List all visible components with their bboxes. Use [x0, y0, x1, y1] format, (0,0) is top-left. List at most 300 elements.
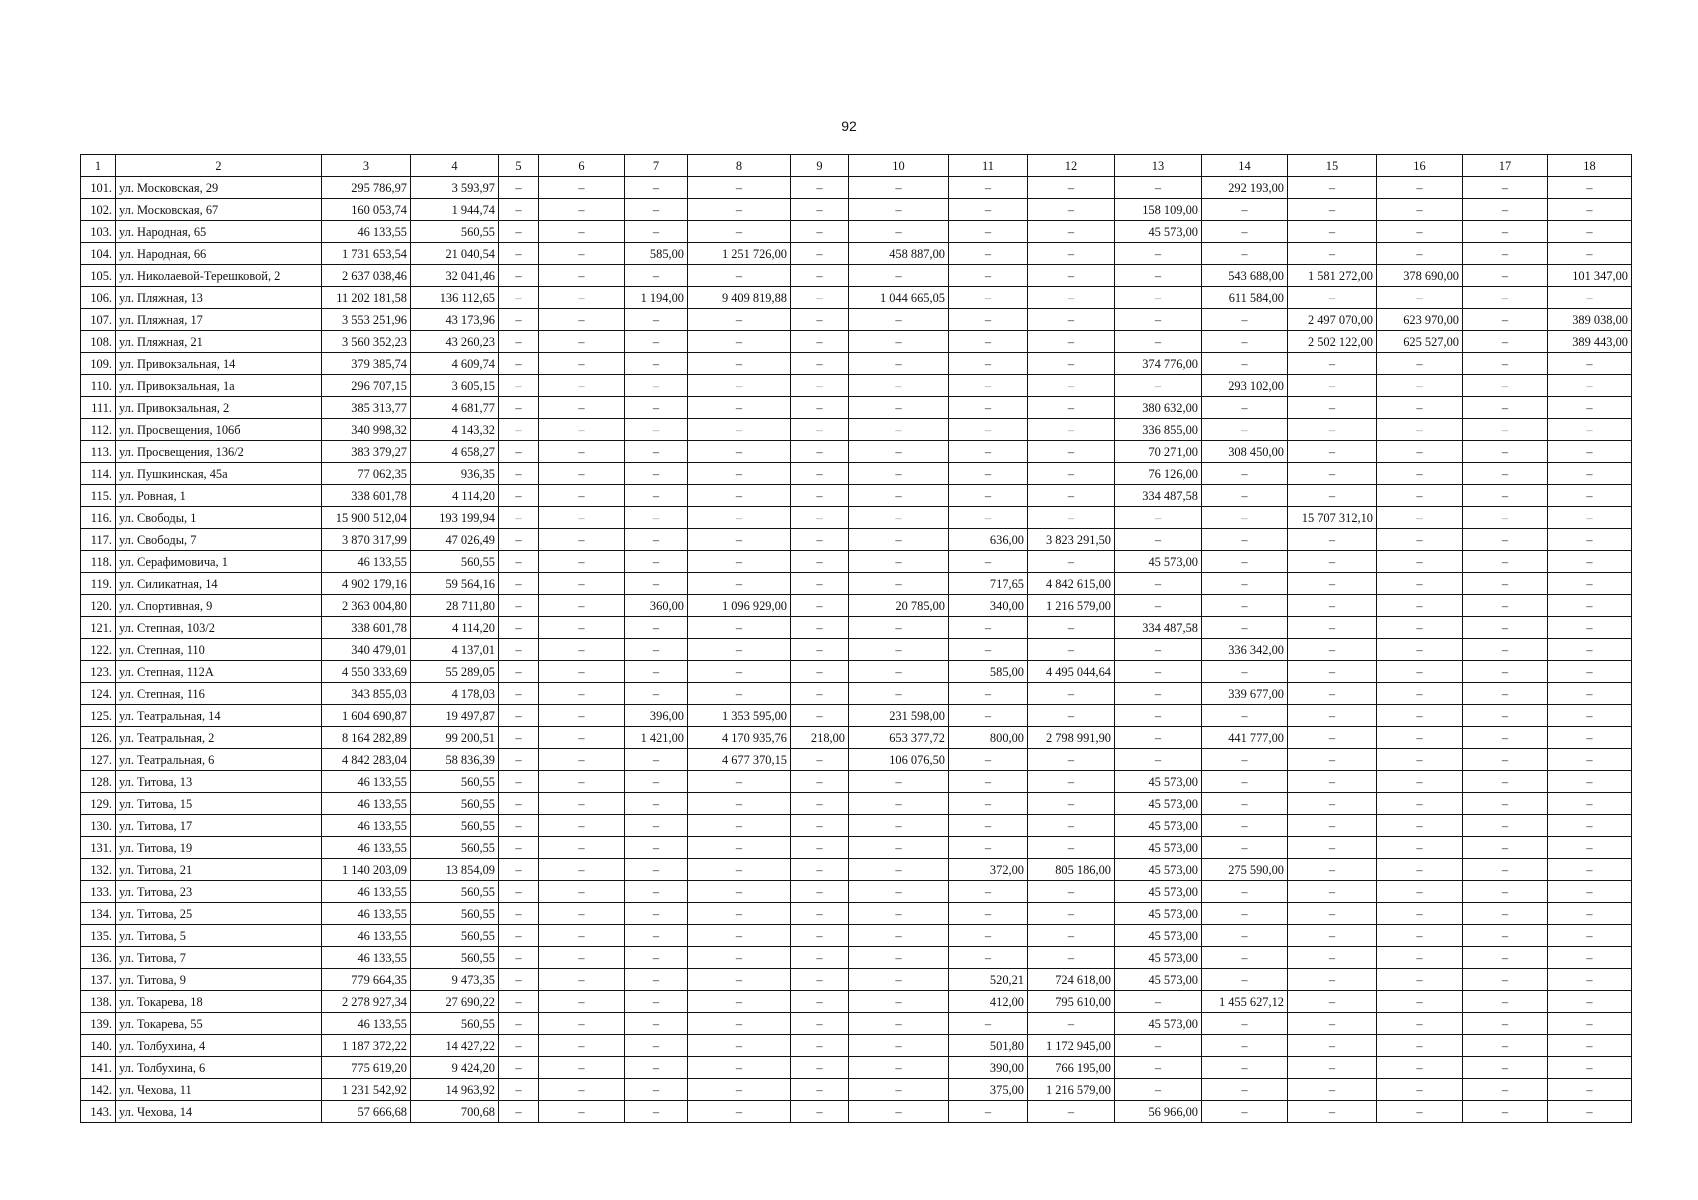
value-cell: –: [539, 573, 625, 595]
value-cell: –: [1377, 243, 1463, 265]
value-cell: 45 573,00: [1115, 793, 1202, 815]
value-cell: –: [1377, 617, 1463, 639]
value-cell: –: [791, 1079, 849, 1101]
value-cell: 340 479,01: [322, 639, 411, 661]
address-cell: ул. Титова, 17: [116, 815, 322, 837]
value-cell: –: [1202, 551, 1288, 573]
value-cell: –: [1548, 661, 1632, 683]
value-cell: 766 195,00: [1028, 1057, 1115, 1079]
address-cell: ул. Титова, 19: [116, 837, 322, 859]
value-cell: –: [625, 683, 688, 705]
value-cell: –: [1288, 859, 1377, 881]
value-cell: –: [1202, 1057, 1288, 1079]
value-cell: 9 409 819,88: [688, 287, 791, 309]
value-cell: –: [849, 199, 949, 221]
value-cell: 396,00: [625, 705, 688, 727]
value-cell: 15 900 512,04: [322, 507, 411, 529]
value-cell: 795 610,00: [1028, 991, 1115, 1013]
row-number: 108.: [81, 331, 116, 353]
value-cell: –: [499, 419, 539, 441]
table-row: [81, 551, 1632, 573]
value-cell: –: [791, 903, 849, 925]
value-cell: –: [539, 529, 625, 551]
value-cell: –: [1028, 881, 1115, 903]
value-cell: –: [688, 441, 791, 463]
value-cell: –: [539, 617, 625, 639]
value-cell: –: [849, 221, 949, 243]
value-cell: –: [1463, 683, 1548, 705]
row-number: 116.: [81, 507, 116, 529]
value-cell: 560,55: [411, 837, 499, 859]
row-number: 135.: [81, 925, 116, 947]
value-cell: –: [1115, 243, 1202, 265]
value-cell: –: [625, 1057, 688, 1079]
value-cell: 389 443,00: [1548, 331, 1632, 353]
value-cell: –: [1288, 441, 1377, 463]
value-cell: 8 164 282,89: [322, 727, 411, 749]
value-cell: 374 776,00: [1115, 353, 1202, 375]
value-cell: –: [849, 463, 949, 485]
value-cell: –: [1115, 265, 1202, 287]
table-row: [81, 1035, 1632, 1057]
value-cell: –: [791, 947, 849, 969]
value-cell: –: [1463, 1057, 1548, 1079]
value-cell: 56 966,00: [1115, 1101, 1202, 1123]
value-cell: –: [1288, 683, 1377, 705]
row-number: 109.: [81, 353, 116, 375]
value-cell: –: [1377, 793, 1463, 815]
value-cell: –: [849, 353, 949, 375]
value-cell: –: [1028, 441, 1115, 463]
value-cell: –: [1202, 419, 1288, 441]
value-cell: 218,00: [791, 727, 849, 749]
address-cell: ул. Пляжная, 13: [116, 287, 322, 309]
value-cell: –: [791, 529, 849, 551]
value-cell: –: [849, 1101, 949, 1123]
value-cell: –: [625, 1013, 688, 1035]
column-header: 13: [1115, 155, 1202, 177]
value-cell: –: [1463, 1035, 1548, 1057]
value-cell: –: [1028, 705, 1115, 727]
value-cell: –: [1548, 1079, 1632, 1101]
column-header: 2: [116, 155, 322, 177]
value-cell: –: [1377, 485, 1463, 507]
value-cell: –: [1548, 221, 1632, 243]
value-cell: –: [1288, 595, 1377, 617]
table-row: [81, 199, 1632, 221]
value-cell: 441 777,00: [1202, 727, 1288, 749]
table-row: [81, 881, 1632, 903]
value-cell: –: [499, 309, 539, 331]
address-cell: ул. Титова, 7: [116, 947, 322, 969]
value-cell: –: [1377, 749, 1463, 771]
value-cell: –: [1548, 375, 1632, 397]
value-cell: –: [1377, 573, 1463, 595]
address-cell: ул. Титова, 9: [116, 969, 322, 991]
value-cell: 4 143,32: [411, 419, 499, 441]
address-cell: ул. Привокзальная, 14: [116, 353, 322, 375]
value-cell: –: [949, 309, 1028, 331]
value-cell: –: [1115, 1035, 1202, 1057]
value-cell: –: [1115, 177, 1202, 199]
value-cell: –: [539, 947, 625, 969]
row-number: 140.: [81, 1035, 116, 1057]
row-number: 137.: [81, 969, 116, 991]
value-cell: –: [499, 485, 539, 507]
value-cell: –: [539, 1035, 625, 1057]
value-cell: –: [539, 881, 625, 903]
value-cell: –: [499, 1013, 539, 1035]
value-cell: 375,00: [949, 1079, 1028, 1101]
value-cell: –: [791, 793, 849, 815]
value-cell: –: [625, 793, 688, 815]
value-cell: –: [688, 353, 791, 375]
value-cell: 295 786,97: [322, 177, 411, 199]
value-cell: –: [1202, 397, 1288, 419]
value-cell: 45 573,00: [1115, 221, 1202, 243]
value-cell: –: [1115, 507, 1202, 529]
value-cell: –: [1288, 661, 1377, 683]
table-row: [81, 419, 1632, 441]
table-row: [81, 331, 1632, 353]
value-cell: –: [1463, 1079, 1548, 1101]
row-number: 114.: [81, 463, 116, 485]
value-cell: 45 573,00: [1115, 969, 1202, 991]
value-cell: –: [625, 375, 688, 397]
value-cell: –: [949, 793, 1028, 815]
value-cell: –: [1288, 1013, 1377, 1035]
value-cell: –: [791, 837, 849, 859]
value-cell: –: [1288, 947, 1377, 969]
table-row: [81, 925, 1632, 947]
value-cell: –: [949, 353, 1028, 375]
value-cell: –: [1463, 859, 1548, 881]
value-cell: –: [1548, 199, 1632, 221]
value-cell: 334 487,58: [1115, 485, 1202, 507]
value-cell: –: [1288, 815, 1377, 837]
table-row: [81, 397, 1632, 419]
value-cell: –: [499, 727, 539, 749]
value-cell: –: [539, 683, 625, 705]
table-row: [81, 243, 1632, 265]
value-cell: 160 053,74: [322, 199, 411, 221]
value-cell: 46 133,55: [322, 771, 411, 793]
value-cell: –: [1288, 243, 1377, 265]
value-cell: –: [1548, 177, 1632, 199]
value-cell: 3 870 317,99: [322, 529, 411, 551]
row-number: 127.: [81, 749, 116, 771]
value-cell: –: [849, 991, 949, 1013]
value-cell: –: [1463, 199, 1548, 221]
value-cell: –: [1463, 441, 1548, 463]
value-cell: –: [849, 1079, 949, 1101]
row-number: 142.: [81, 1079, 116, 1101]
value-cell: –: [1202, 705, 1288, 727]
value-cell: 560,55: [411, 551, 499, 573]
value-cell: –: [1028, 177, 1115, 199]
value-cell: –: [625, 947, 688, 969]
value-cell: 275 590,00: [1202, 859, 1288, 881]
value-cell: 389 038,00: [1548, 309, 1632, 331]
value-cell: –: [625, 353, 688, 375]
value-cell: –: [1202, 815, 1288, 837]
value-cell: –: [1028, 419, 1115, 441]
value-cell: 292 193,00: [1202, 177, 1288, 199]
address-cell: ул. Свободы, 1: [116, 507, 322, 529]
value-cell: –: [1377, 1057, 1463, 1079]
value-cell: –: [791, 859, 849, 881]
value-cell: –: [688, 771, 791, 793]
row-number: 105.: [81, 265, 116, 287]
value-cell: –: [539, 859, 625, 881]
value-cell: –: [1377, 287, 1463, 309]
value-cell: –: [849, 683, 949, 705]
value-cell: –: [539, 221, 625, 243]
table-row: [81, 529, 1632, 551]
column-header: 17: [1463, 155, 1548, 177]
value-cell: 936,35: [411, 463, 499, 485]
value-cell: –: [688, 551, 791, 573]
value-cell: –: [1202, 617, 1288, 639]
value-cell: –: [1548, 815, 1632, 837]
value-cell: –: [849, 837, 949, 859]
column-header: 9: [791, 155, 849, 177]
value-cell: –: [1202, 485, 1288, 507]
value-cell: –: [1202, 925, 1288, 947]
value-cell: 4 114,20: [411, 485, 499, 507]
value-cell: 3 605,15: [411, 375, 499, 397]
value-cell: –: [1028, 947, 1115, 969]
value-cell: 2 497 070,00: [1288, 309, 1377, 331]
value-cell: –: [625, 903, 688, 925]
value-cell: 4 178,03: [411, 683, 499, 705]
value-cell: –: [625, 199, 688, 221]
address-cell: ул. Степная, 116: [116, 683, 322, 705]
value-cell: –: [625, 485, 688, 507]
address-cell: ул. Народная, 66: [116, 243, 322, 265]
value-cell: –: [791, 1101, 849, 1123]
value-cell: –: [539, 265, 625, 287]
value-cell: –: [1028, 221, 1115, 243]
address-cell: ул. Титова, 21: [116, 859, 322, 881]
value-cell: –: [1202, 529, 1288, 551]
value-cell: 334 487,58: [1115, 617, 1202, 639]
row-number: 102.: [81, 199, 116, 221]
value-cell: –: [791, 177, 849, 199]
value-cell: –: [499, 815, 539, 837]
value-cell: –: [1115, 683, 1202, 705]
value-cell: –: [499, 1057, 539, 1079]
address-cell: ул. Просвещения, 136/2: [116, 441, 322, 463]
value-cell: 45 573,00: [1115, 859, 1202, 881]
value-cell: –: [1377, 463, 1463, 485]
value-cell: 1 604 690,87: [322, 705, 411, 727]
table-row: [81, 287, 1632, 309]
value-cell: –: [1202, 837, 1288, 859]
value-cell: –: [791, 375, 849, 397]
value-cell: 46 133,55: [322, 903, 411, 925]
value-cell: 805 186,00: [1028, 859, 1115, 881]
value-cell: 700,68: [411, 1101, 499, 1123]
value-cell: –: [949, 463, 1028, 485]
value-cell: 1 172 945,00: [1028, 1035, 1115, 1057]
table-row: [81, 639, 1632, 661]
value-cell: –: [625, 1035, 688, 1057]
value-cell: 1 421,00: [625, 727, 688, 749]
value-cell: –: [1115, 1079, 1202, 1101]
value-cell: –: [688, 507, 791, 529]
value-cell: –: [1202, 1013, 1288, 1035]
value-cell: –: [688, 331, 791, 353]
table-row: [81, 815, 1632, 837]
value-cell: 4 681,77: [411, 397, 499, 419]
value-cell: –: [1463, 243, 1548, 265]
value-cell: –: [1463, 881, 1548, 903]
value-cell: –: [1288, 705, 1377, 727]
value-cell: –: [849, 639, 949, 661]
value-cell: –: [1288, 353, 1377, 375]
value-cell: 379 385,74: [322, 353, 411, 375]
value-cell: 13 854,09: [411, 859, 499, 881]
table-row: [81, 441, 1632, 463]
value-cell: 46 133,55: [322, 881, 411, 903]
value-cell: –: [1463, 815, 1548, 837]
table-row: [81, 947, 1632, 969]
row-number: 129.: [81, 793, 116, 815]
address-cell: ул. Театральная, 6: [116, 749, 322, 771]
value-cell: –: [1463, 1013, 1548, 1035]
value-cell: –: [949, 837, 1028, 859]
address-cell: ул. Театральная, 2: [116, 727, 322, 749]
value-cell: –: [1548, 617, 1632, 639]
value-cell: 623 970,00: [1377, 309, 1463, 331]
value-cell: 4 658,27: [411, 441, 499, 463]
value-cell: –: [949, 749, 1028, 771]
value-cell: 1 194,00: [625, 287, 688, 309]
row-number: 103.: [81, 221, 116, 243]
value-cell: –: [688, 463, 791, 485]
row-number: 101.: [81, 177, 116, 199]
value-cell: –: [499, 507, 539, 529]
value-cell: –: [499, 925, 539, 947]
value-cell: –: [849, 265, 949, 287]
value-cell: 106 076,50: [849, 749, 949, 771]
value-cell: –: [949, 815, 1028, 837]
value-cell: –: [791, 199, 849, 221]
value-cell: 43 173,96: [411, 309, 499, 331]
value-cell: –: [688, 265, 791, 287]
value-cell: 1 455 627,12: [1202, 991, 1288, 1013]
value-cell: –: [1377, 507, 1463, 529]
value-cell: –: [1548, 507, 1632, 529]
value-cell: 4 114,20: [411, 617, 499, 639]
value-cell: –: [1377, 551, 1463, 573]
row-number: 123.: [81, 661, 116, 683]
row-number: 132.: [81, 859, 116, 881]
table-row: [81, 265, 1632, 287]
value-cell: 560,55: [411, 1013, 499, 1035]
value-cell: 4 170 935,76: [688, 727, 791, 749]
value-cell: –: [688, 1101, 791, 1123]
value-cell: –: [539, 551, 625, 573]
table-row: [81, 573, 1632, 595]
value-cell: –: [849, 903, 949, 925]
value-cell: –: [688, 639, 791, 661]
address-cell: ул. Свободы, 7: [116, 529, 322, 551]
value-cell: 636,00: [949, 529, 1028, 551]
value-cell: 45 573,00: [1115, 1013, 1202, 1035]
value-cell: 57 666,68: [322, 1101, 411, 1123]
value-cell: –: [1377, 595, 1463, 617]
row-number: 124.: [81, 683, 116, 705]
row-number: 141.: [81, 1057, 116, 1079]
value-cell: –: [688, 991, 791, 1013]
value-cell: –: [1115, 749, 1202, 771]
value-cell: –: [1028, 309, 1115, 331]
value-cell: –: [499, 331, 539, 353]
value-cell: –: [791, 309, 849, 331]
value-cell: –: [539, 925, 625, 947]
value-cell: –: [539, 639, 625, 661]
value-cell: 99 200,51: [411, 727, 499, 749]
value-cell: 1 096 929,00: [688, 595, 791, 617]
value-cell: 1 251 726,00: [688, 243, 791, 265]
value-cell: 45 573,00: [1115, 947, 1202, 969]
address-cell: ул. Серафимовича, 1: [116, 551, 322, 573]
value-cell: 231 598,00: [849, 705, 949, 727]
value-cell: –: [1202, 309, 1288, 331]
value-cell: –: [1115, 573, 1202, 595]
value-cell: –: [1115, 529, 1202, 551]
value-cell: –: [1288, 551, 1377, 573]
value-cell: 775 619,20: [322, 1057, 411, 1079]
value-cell: –: [539, 243, 625, 265]
value-cell: –: [1377, 221, 1463, 243]
value-cell: –: [499, 1079, 539, 1101]
address-cell: ул. Пляжная, 17: [116, 309, 322, 331]
value-cell: –: [1377, 991, 1463, 1013]
value-cell: 585,00: [625, 243, 688, 265]
value-cell: –: [1288, 287, 1377, 309]
value-cell: –: [1377, 353, 1463, 375]
value-cell: –: [1463, 1101, 1548, 1123]
value-cell: –: [849, 331, 949, 353]
value-cell: 45 573,00: [1115, 925, 1202, 947]
value-cell: 1 044 665,05: [849, 287, 949, 309]
value-cell: –: [1288, 397, 1377, 419]
value-cell: –: [791, 485, 849, 507]
value-cell: 378 690,00: [1377, 265, 1463, 287]
value-cell: –: [791, 243, 849, 265]
row-number: 138.: [81, 991, 116, 1013]
value-cell: 385 313,77: [322, 397, 411, 419]
row-number: 112.: [81, 419, 116, 441]
value-cell: –: [688, 177, 791, 199]
value-cell: –: [1202, 1035, 1288, 1057]
value-cell: 412,00: [949, 991, 1028, 1013]
value-cell: 1 731 653,54: [322, 243, 411, 265]
value-cell: –: [949, 903, 1028, 925]
value-cell: 14 427,22: [411, 1035, 499, 1057]
value-cell: –: [499, 947, 539, 969]
value-cell: –: [1028, 771, 1115, 793]
value-cell: –: [1548, 969, 1632, 991]
row-number: 122.: [81, 639, 116, 661]
value-cell: –: [1548, 1101, 1632, 1123]
column-header: 4: [411, 155, 499, 177]
value-cell: –: [849, 507, 949, 529]
value-cell: –: [539, 419, 625, 441]
